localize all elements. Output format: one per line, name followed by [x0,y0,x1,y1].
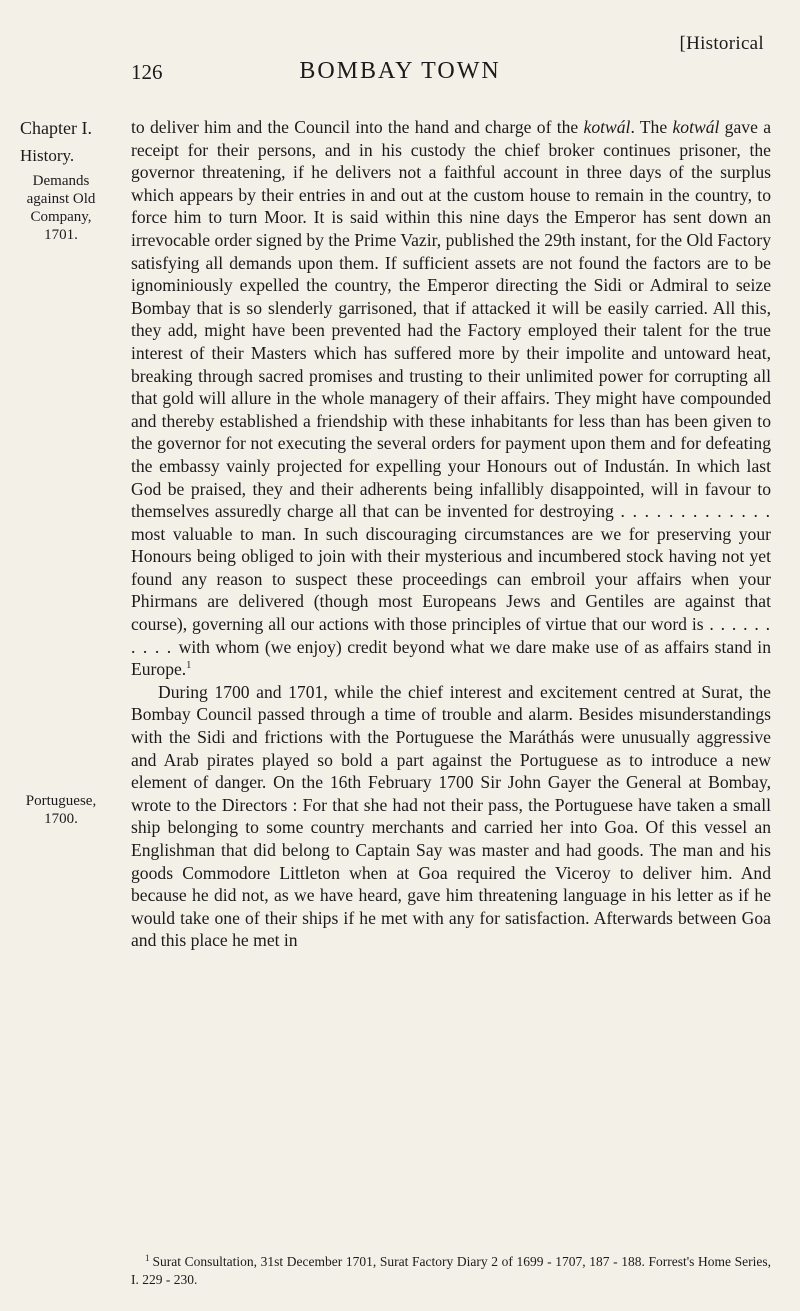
footnote-text: Surat Consultation, 31st December 1701, Surat Factory Diary 2 of 1699 - 1707, 187 - 188. Forrest's Home Series, I. 229 - 230. [131,1254,771,1287]
footnote-mark: 1 [145,1252,150,1263]
footnote-ref: 1 [186,660,192,672]
margin-demands: Demands against Old Company, 1701. [26,173,96,243]
p1-kotwal-2: kotwál [672,117,720,137]
running-title: BOMBAY TOWN [299,58,501,84]
footnote [131,1253,771,1289]
p1-text-c: gave a receipt for their persons, and in his custody the chief broker continues prisoner, the governor threatening, if he delivers not a faithful account in three days of the surplus which appears by their entries in and out at the custom house to remain in the country, to force him to turn Moor. It is said within this nine days the Emperor has sent down an irrevocable order signed by the Prime Vazir, published the 29th instant, for the Old Factory satisfying all demands upon them. If sufficient assets are not found the factors are to be ignominiously expelled the country, the Emperor directing the Sidi or Admiral to seize Bombay that is so slenderly garrisoned, that if attacked it will be easily carried. All this, they add, might have been prevented had the Factory employed their talent for the true interest of their Masters which has suffered more by their impolite and untoward heat, breaking through sacred promises and trusting to their unlimited power for corrupting all that gold will allure in the whole managery of their affairs. They might have compounded and thereby established a friendship with these inhabitants for less than has been given to the governor for not executing the several orders for payment upon them and for defeating the embassy vainly projected for expelling your Honours out of Industán. In which last God be praised, they and their adherents being infallibly disappointed, will in favour to themselves assuredly charge all that can be invented for destroying [131,117,772,522]
p1-dots-1: . . . . . . . . . . . . . [613,501,771,522]
margin-portuguese: Portuguese, 1700. [25,793,97,827]
p1-text-a: to deliver him and the Council into the hand and charge of the [131,117,584,137]
margin-history: History. [20,146,75,165]
page-number: 126 [131,60,163,84]
p1-dots-2: . . . . . . . . . . [131,614,772,657]
margin-notes-top [20,117,102,244]
body-text [131,116,771,952]
p1-text-b: . The [630,117,673,137]
margin-chapter: Chapter I. [20,118,92,138]
p1-text-d: most valuable to man. In such discouraging circumstances are we for preserving your Honours being obliged to join with their mysterious and incumbered stock having not yet found any reason to suspect these proceedings can embroil your affairs when your Phirmans are delivered (though most Europeans Jews and Gentiles are against that course), governing all our actions with those principles of virtue that our word is [131,523,771,635]
p1-text-e: with whom (we enjoy) credit beyond what we dare make use of as affairs stand in Europe. [131,636,771,680]
section-label: [Historical [679,33,764,54]
p1-kotwal-1: kotwál [583,117,631,137]
paragraph-2: During 1700 and 1701, while the chief interest and excitement centred at Surat, the Bombay Council passed through a time of trouble and alarm. Besides misunderstandings with the Sidi and frictions with the Portuguese the Maráthás were unusually aggressive and Arab pirates played so bold a part against the Portuguese as to introduce a new element of danger. On the 16th February 1700 Sir John Gayer the General at Bombay, wrote to the Directors : For that she had not their pass, the Portuguese have taken a small ship belonging to some country merchants and carried her into Goa. Of this vessel an Englishman that did belong to Captain Say was master and had goods. The man and his goods Commodore Littleton when at Goa required the Viceroy to deliver him. And because he did not, as we have heard, gave him threatening language in his letter as if he would take one of their ships if he met with any for satisfaction. Afterwards between Goa and this place he met in [131,681,771,951]
paragraph-1 [131,116,771,681]
